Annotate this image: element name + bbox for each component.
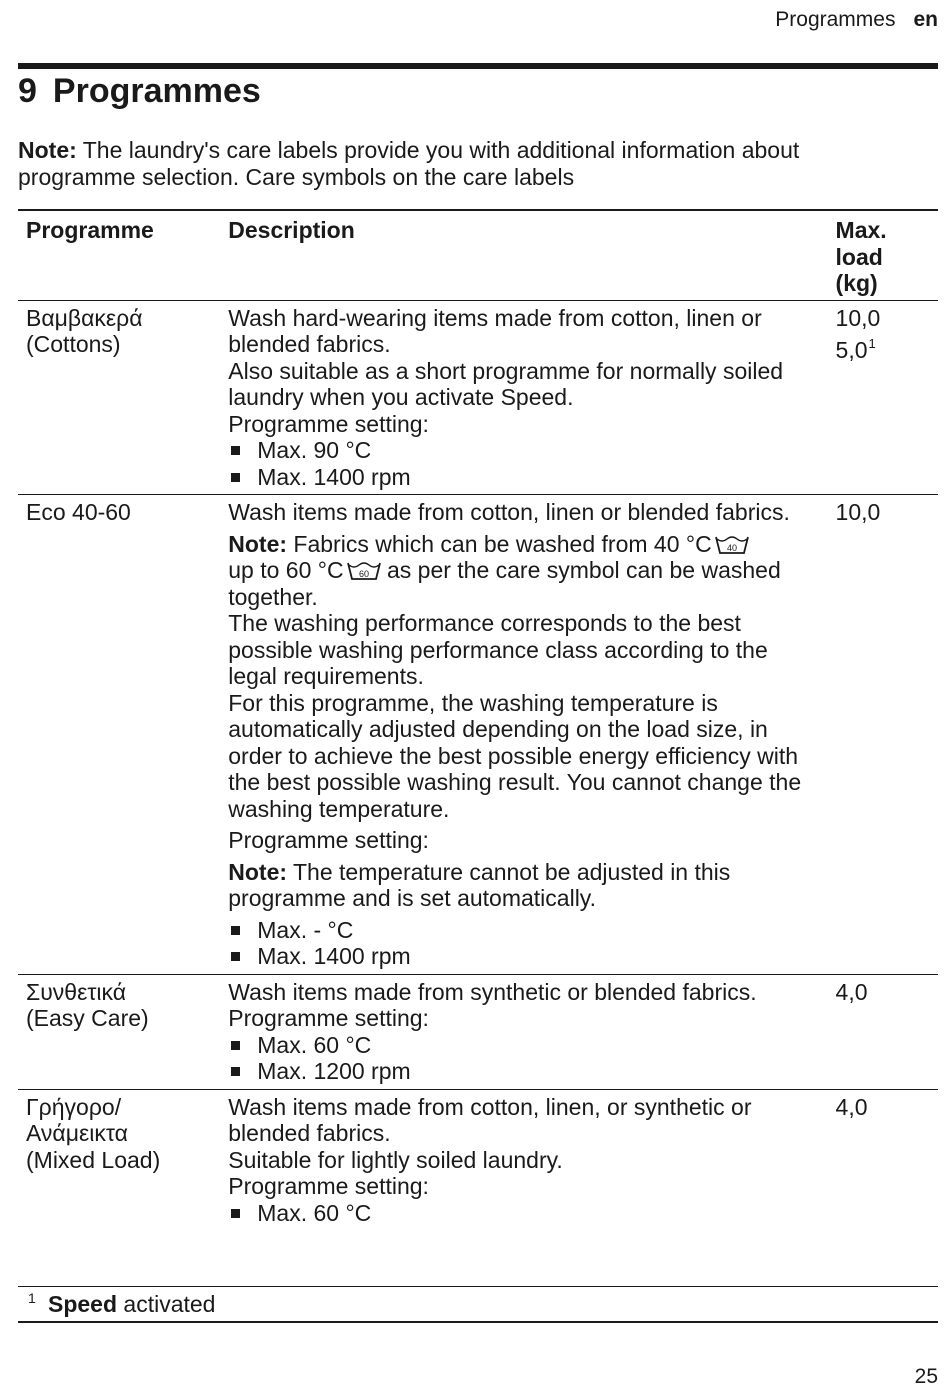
table-header-row <box>18 210 938 300</box>
description-text: For this programme, the washing temperature is automatically adjusted depending on the load size, in order to achieve the best possible energy efficiency with the best possible washing result. You cannot change the washing temperature. <box>228 689 802 822</box>
eco-note: Note: Fabrics which can be washed from 40 °C 40 up to 60 °C 60 as per the care symbol can be washed together. <box>228 530 781 610</box>
programme-table <box>18 209 938 1230</box>
svg-text:60: 60 <box>358 569 369 579</box>
description-text: Wash items made from synthetic or blended fabrics. <box>228 978 757 1005</box>
setting-bullet: Max. 1400 rpm <box>228 464 819 491</box>
chapter-number: 9 <box>18 72 37 110</box>
header-programme: Programme <box>26 217 154 243</box>
header-max-load: Max. load (kg) <box>835 217 887 296</box>
bullet-square-icon <box>231 1209 240 1218</box>
footnote-ref: 1 <box>868 336 876 351</box>
intro-note <box>18 137 923 191</box>
table-row <box>18 300 938 495</box>
table-row <box>18 974 938 1089</box>
description-text: The washing performance corresponds to the best possible washing performance class according to the legal requirements. <box>228 610 768 689</box>
description-cell <box>220 974 827 1089</box>
bullet-square-icon <box>231 952 240 961</box>
header-section-title: Programmes <box>775 8 896 31</box>
description-text: Wash hard-wearing items made from cotton, linen or blended fabrics. <box>228 304 762 357</box>
footnote-mark: 1 <box>28 1290 36 1306</box>
programme-name: Eco 40-60 <box>26 499 131 525</box>
setting-bullet: Max. - °C <box>228 917 819 944</box>
table-footnote <box>18 1286 938 1323</box>
load-value: 4,0 <box>835 978 868 1005</box>
svg-text:40: 40 <box>726 542 737 553</box>
description-cell <box>220 1089 827 1230</box>
table-row <box>18 1089 938 1230</box>
description-text: Wash items made from cotton, linen or blended fabrics. <box>228 499 790 525</box>
setting-bullet: Max. 1400 rpm <box>228 943 819 970</box>
temperature-note: Note: The temperature cannot be adjusted in this programme and is set automatically. <box>228 858 731 911</box>
intro-note-label: Note: <box>18 137 77 163</box>
intro-note-text: The laundry's care labels provide you with additional information about programme selection. Care symbols on the care labels <box>18 137 800 190</box>
running-header <box>775 8 938 32</box>
setting-bullet: Max. 90 °C <box>228 437 819 464</box>
programme-cell <box>18 495 220 975</box>
bullet-square-icon <box>231 926 240 935</box>
load-value: 5,0$^1$ <box>835 336 876 363</box>
programme-cell <box>18 974 220 1089</box>
programme-setting-label: Programme setting: <box>228 1005 429 1031</box>
setting-bullet: Max. 60 °C <box>228 1200 819 1227</box>
bullet-square-icon <box>231 473 240 482</box>
load-cell <box>828 300 938 495</box>
programme-setting-label: Programme setting: <box>228 410 429 437</box>
programme-cell <box>18 1089 220 1230</box>
load-value: 10,0 <box>835 304 881 331</box>
header-language: en <box>913 8 938 31</box>
programme-name-en: (Mixed Load) <box>26 1146 161 1173</box>
programme-setting-label: Programme setting: <box>228 827 429 853</box>
setting-bullet: Max. 1200 rpm <box>228 1058 819 1085</box>
chapter-title: Programmes <box>52 72 261 110</box>
description-text: Also suitable as a short programme for normally soiled laundry when you activate Speed. <box>228 357 784 410</box>
wash-60-icon <box>347 561 381 581</box>
programme-name: Ανάμεικτα <box>26 1120 128 1146</box>
load-cell <box>828 495 938 975</box>
table-row <box>18 495 938 975</box>
programme-name: Συνθετικά <box>26 978 127 1005</box>
programme-cell <box>18 300 220 495</box>
header-rule <box>18 63 938 69</box>
setting-bullet: Max. 60 °C <box>228 1032 819 1059</box>
page-number: 25 <box>914 1365 938 1388</box>
load-cell <box>828 1089 938 1230</box>
wash-40-icon <box>715 535 749 555</box>
programme-name: Γρήγορο/ <box>26 1093 122 1120</box>
load-value: 10,0 <box>835 499 881 525</box>
description-text: Suitable for lightly soiled laundry. <box>228 1146 563 1173</box>
chapter-heading <box>18 72 261 111</box>
programme-name: Βαμβακερά <box>26 304 143 331</box>
programme-name-en: (Cottons) <box>26 331 121 357</box>
bullet-square-icon <box>231 1067 240 1076</box>
footnote-text: Speed activated <box>48 1291 216 1317</box>
description-cell <box>220 495 827 975</box>
description-text: Wash items made from cotton, linen, or synthetic or blended fabrics. <box>228 1093 752 1146</box>
bullet-square-icon <box>231 1041 240 1050</box>
load-cell <box>828 974 938 1089</box>
bullet-square-icon <box>231 446 240 455</box>
load-value: 4,0 <box>835 1093 868 1120</box>
header-description: Description <box>228 217 355 243</box>
programme-setting-label: Programme setting: <box>228 1173 429 1199</box>
programme-name-en: (Easy Care) <box>26 1005 149 1031</box>
description-cell <box>220 300 827 495</box>
